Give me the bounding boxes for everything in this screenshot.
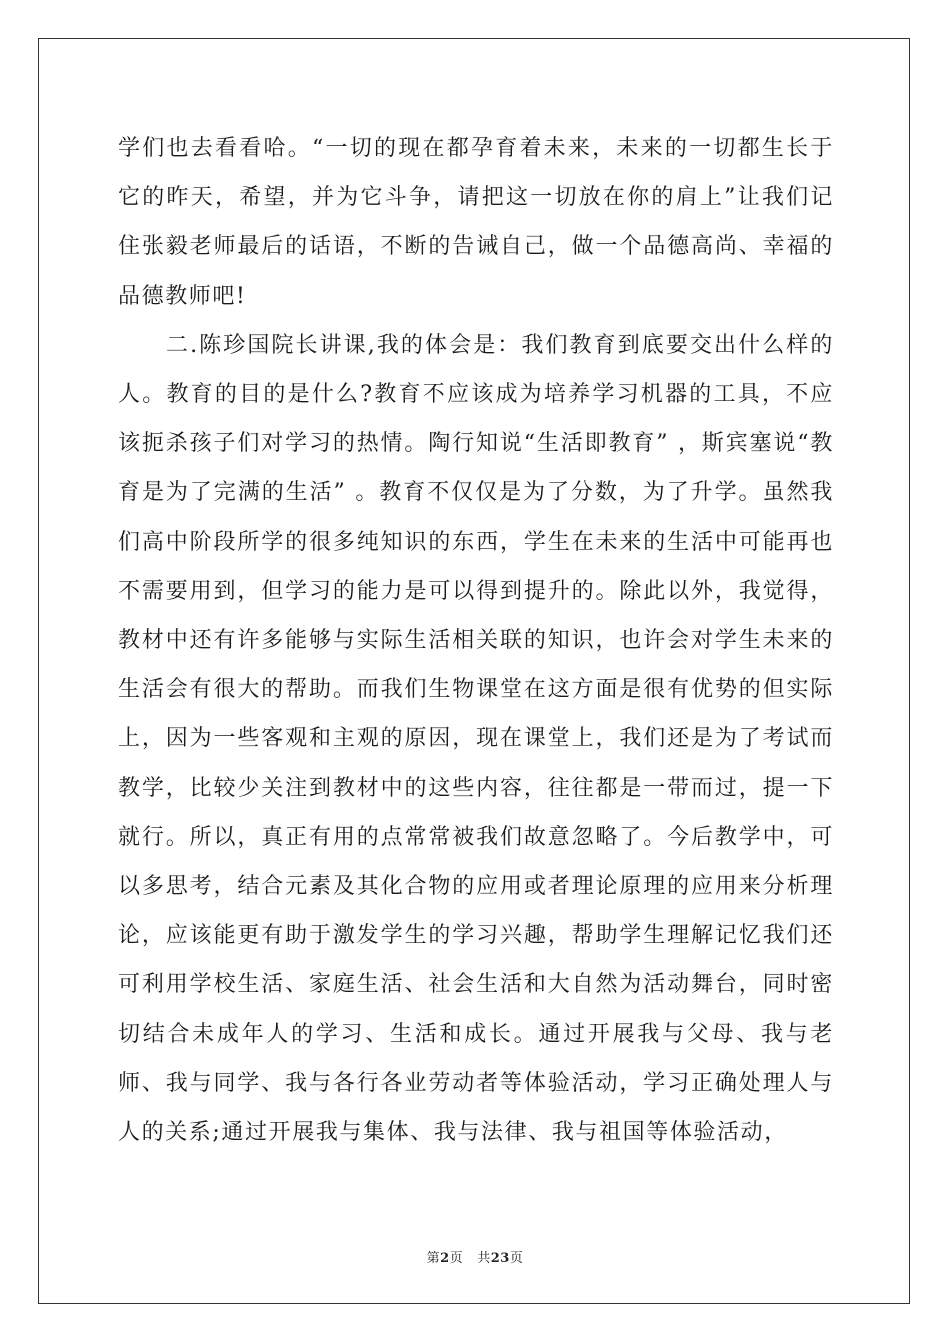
page-number: 2	[440, 1251, 450, 1266]
page-suffix: 页	[449, 1251, 464, 1266]
paragraph-2: 二.陈珍国院长讲课,我的体会是：我们教育到底要交出什么样的人。教育的目的是什么?教育不应该成为培养学习机器的工具，不应该扼杀孩子们对学习的热情。陶行知说“生活即教育” ，斯宾塞说“教育是为了完满的生活” 。教育不仅仅是为了分数，为了升学。虽然我们高中阶段所学的很多纯知识的东西，学生在未来的生活中可能再也不需要用到，但学习的能力是可以得到提升的。除此以外，我觉得，教材中还有许多能够与实际生活相关联的知识，也许会对学生未来的生活会有很大的帮助。而我们生物课堂在这方面是很有优势的但实际上，因为一些客观和主观的原因，现在课堂上，我们还是为了考试而教学，比较少关注到教材中的这些内容，往往都是一带而过，提一下就行。所以，真正有用的点常常被我们故意忽略了。今后教学中，可以多思考，结合元素及其化合物的应用或者理论原理的应用来分析理论，应该能更有助于激发学生的学习兴趣，帮助学生理解记忆我们还可利用学校生活、家庭生活、社会生活和大自然为活动舞台，同时密切结合未成年人的学习、生活和成长。通过开展我与父母、我与老师、我与同学、我与各行各业劳动者等体验活动，学习正确处理人与人的关系;通过开展我与集体、我与法律、我与祖国等体验活动，	[118, 332, 834, 1146]
page-prefix: 第	[426, 1251, 441, 1266]
total-suffix: 页	[509, 1251, 524, 1266]
document-body	[118, 124, 834, 1157]
total-prefix: 共	[477, 1251, 491, 1266]
total-pages: 23	[490, 1251, 510, 1266]
paragraph-1: 学们也去看看哈。“一切的现在都孕育着未来，未来的一切都生长于它的昨天，希望，并为它斗争，请把这一切放在你的肩上”让我们记住张毅老师最后的话语，不断的告诫自己，做一个品德高尚、幸福的品德教师吧!	[118, 136, 834, 309]
page-footer	[0, 1247, 950, 1266]
